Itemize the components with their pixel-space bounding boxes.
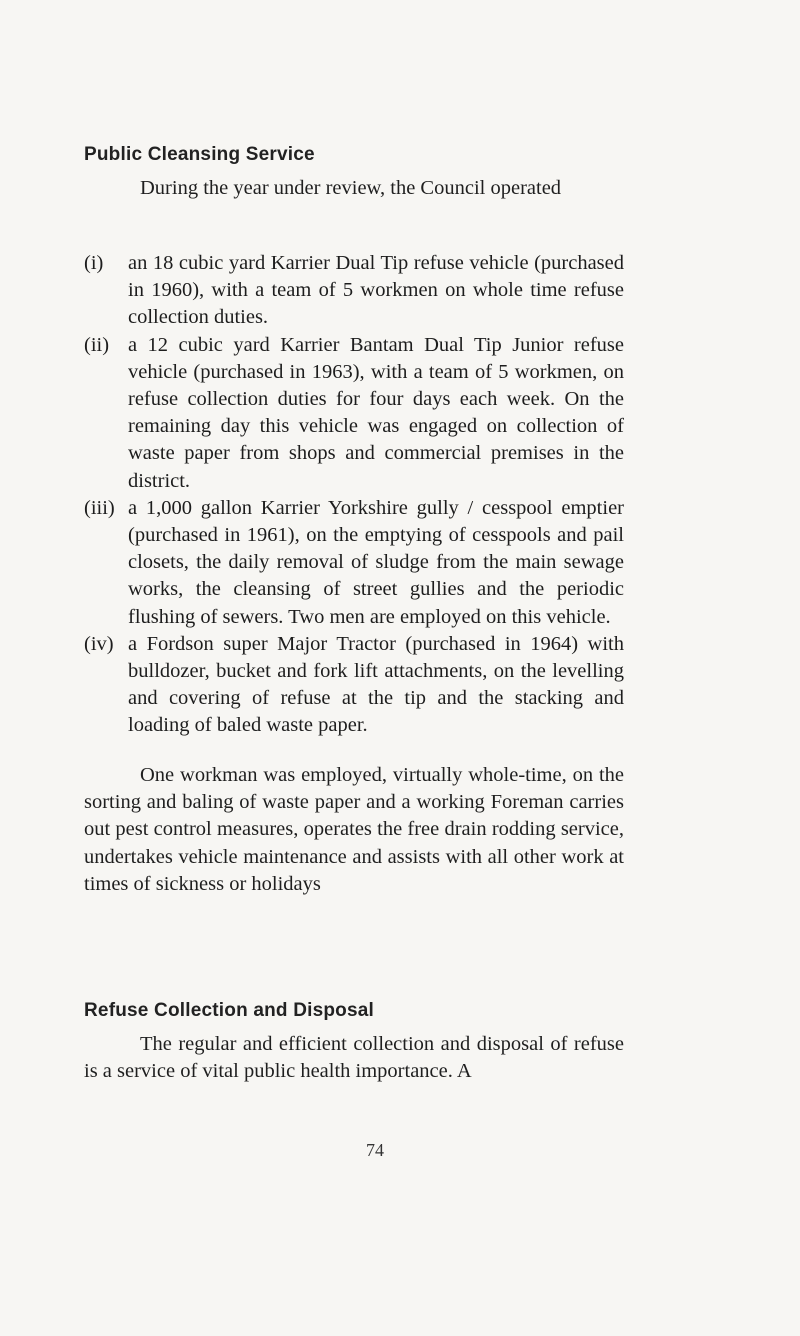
list-item-number: (iii) (84, 496, 115, 519)
list-item-number: (i) (84, 252, 104, 274)
list-item (84, 250, 624, 332)
list-item (84, 332, 624, 495)
vehicle-list (84, 250, 624, 740)
page-number: 74 (366, 1140, 384, 1160)
list-item-text: a Fordson super Major Tractor (purchased in 1964) with bulldozer, bucket and fork lift attachments, on the levelling and covering of refuse at the tip and the stacking and loading of baled waste paper. (128, 632, 624, 737)
refuse-paragraph: The regular and efficient collection and disposal of refuse is a service of vital public health importance. A (84, 1033, 624, 1083)
list-item-text: a 12 cubic yard Karrier Bantam Dual Tip Junior refuse vehicle (purchased in 1963), with a team of 5 workmen, on refuse collection duties for four days each week. On the remaining day this vehicle was engaged on collection of waste paper from shops and commercial premises in the district. (128, 333, 624, 492)
section-heading-public-cleansing: Public Cleansing Service (84, 144, 315, 165)
section-heading-refuse-collection: Refuse Collection and Disposal (84, 1000, 374, 1021)
list-item (84, 631, 624, 740)
list-item-text: an 18 cubic yard Karrier Dual Tip refuse vehicle (purchased in 1960), with a team of 5 workmen on whole time refuse collection duties. (128, 252, 624, 329)
list-item-number: (iv) (84, 632, 114, 655)
workman-paragraph: One workman was employed, virtually whole-time, on the sorting and baling of waste paper and a working Foreman carries out pest control measures, operates the free drain rodding service, undertakes vehicle maintenance and assists with all other work at times of sickness or holidays (84, 764, 624, 895)
list-item-text: a 1,000 gallon Karrier Yorkshire gully / cesspool emptier (purchased in 1961), on the emptying of cesspools and pail closets, the daily removal of sludge from the main sewage works, the cleansing of street gullies and the periodic flushing of sewers. Two men are employed on this vehicle. (128, 496, 624, 628)
list-item (84, 495, 624, 631)
intro-paragraph: During the year under review, the Council operated (140, 177, 562, 199)
list-item-number: (ii) (84, 333, 110, 356)
